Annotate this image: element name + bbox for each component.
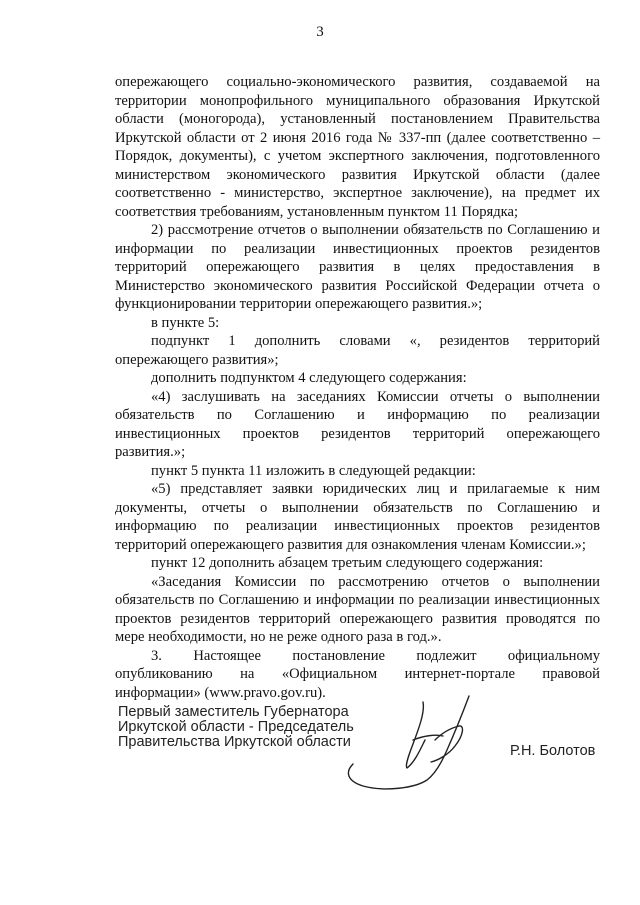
signatory-name: Р.Н. Болотов (510, 743, 596, 759)
text-line: документы, отчеты о выполнении обязательств по Соглашению и (115, 499, 600, 516)
text-line: территорий опережающего развития в целях предоставления в (115, 259, 600, 275)
signatory-position (118, 705, 354, 750)
page-number: 3 (316, 24, 324, 40)
text-line: мере необходимости, но не реже одного раза в год.». (115, 629, 442, 645)
text-line: пункт 12 дополнить абзацем третьим следующего содержания: (151, 555, 544, 571)
signatory-position-line: Правительства Иркутской области (118, 734, 351, 750)
text-line: опережающего развития»; (115, 351, 279, 368)
text-line: соответственно - министерство, экспертное заключение), на предмет их (115, 185, 600, 201)
text-line: обязательств по Соглашению и информацию по реализации (115, 407, 600, 423)
text-line: «Заседания Комиссии по рассмотрению отчетов о выполнении (151, 573, 600, 590)
text-line: территории монопрофильного муниципального образования Иркутской (115, 92, 600, 109)
text-line: проектов резидентов территорий опережающего развития проводятся по (115, 610, 600, 627)
text-line: обязательств по Соглашению и информации по реализации инвестиционных (115, 592, 600, 608)
text-line: территорий опережающего развития для ознакомления членам Комиссии.»; (115, 536, 586, 553)
signatory-position-line: Первый заместитель Губернатора (118, 704, 349, 720)
text-line: министерством экономического развития Иркутской области (далее (115, 166, 600, 183)
text-line: дополнить подпунктом 4 следующего содержания: (151, 370, 467, 386)
text-line: инвестиционных проектов резидентов территорий опережающего (115, 425, 600, 442)
text-line: функционировании территории опережающего развития.»; (115, 296, 483, 312)
text-line: соответствия требованиям, установленным пунктом 11 Порядка; (115, 203, 519, 220)
text-line: «4) заслушивать на заседаниях Комиссии отчеты о выполнении (151, 388, 600, 405)
handwritten-signature (335, 688, 505, 798)
text-line: «5) представляет заявки юридических лиц и прилагаемые к ним (151, 481, 600, 497)
text-line: информации по реализации инвестиционных проектов резидентов (115, 240, 600, 257)
text-line: опубликованию на «Официальном интернет-портале правовой (115, 666, 600, 682)
text-line: 2) рассмотрение отчетов о выполнении обязательств по Соглашению и (151, 222, 600, 238)
text-line: Иркутской области от 2 июня 2016 года № 337-пп (далее соответственно – (115, 129, 600, 146)
text-line: развития.»; (115, 444, 186, 460)
text-line: информации» (www.pravo.gov.ru). (115, 684, 326, 701)
text-line: области (моногорода), установленный постановлением Правительства (115, 111, 600, 127)
text-line: информацию по реализации инвестиционных проектов резидентов (115, 518, 600, 534)
text-line: Министерство экономического развития Российской Федерации отчета о (115, 277, 600, 294)
text-line: опережающего социально-экономического развития, создаваемой на (115, 74, 600, 90)
text-line: подпункт 1 дополнить словами «, резидентов территорий (151, 333, 600, 349)
signatory-position-line: Иркутской области - Председатель (118, 719, 354, 735)
text-line: Порядок, документы), с учетом экспертного заключения, подготовленного (115, 148, 600, 164)
text-line: 3. Настоящее постановление подлежит официальному (151, 647, 600, 664)
document-body (115, 73, 600, 702)
text-line: в пункте 5: (151, 314, 220, 331)
text-line: пункт 5 пункта 11 изложить в следующей редакции: (151, 462, 476, 479)
